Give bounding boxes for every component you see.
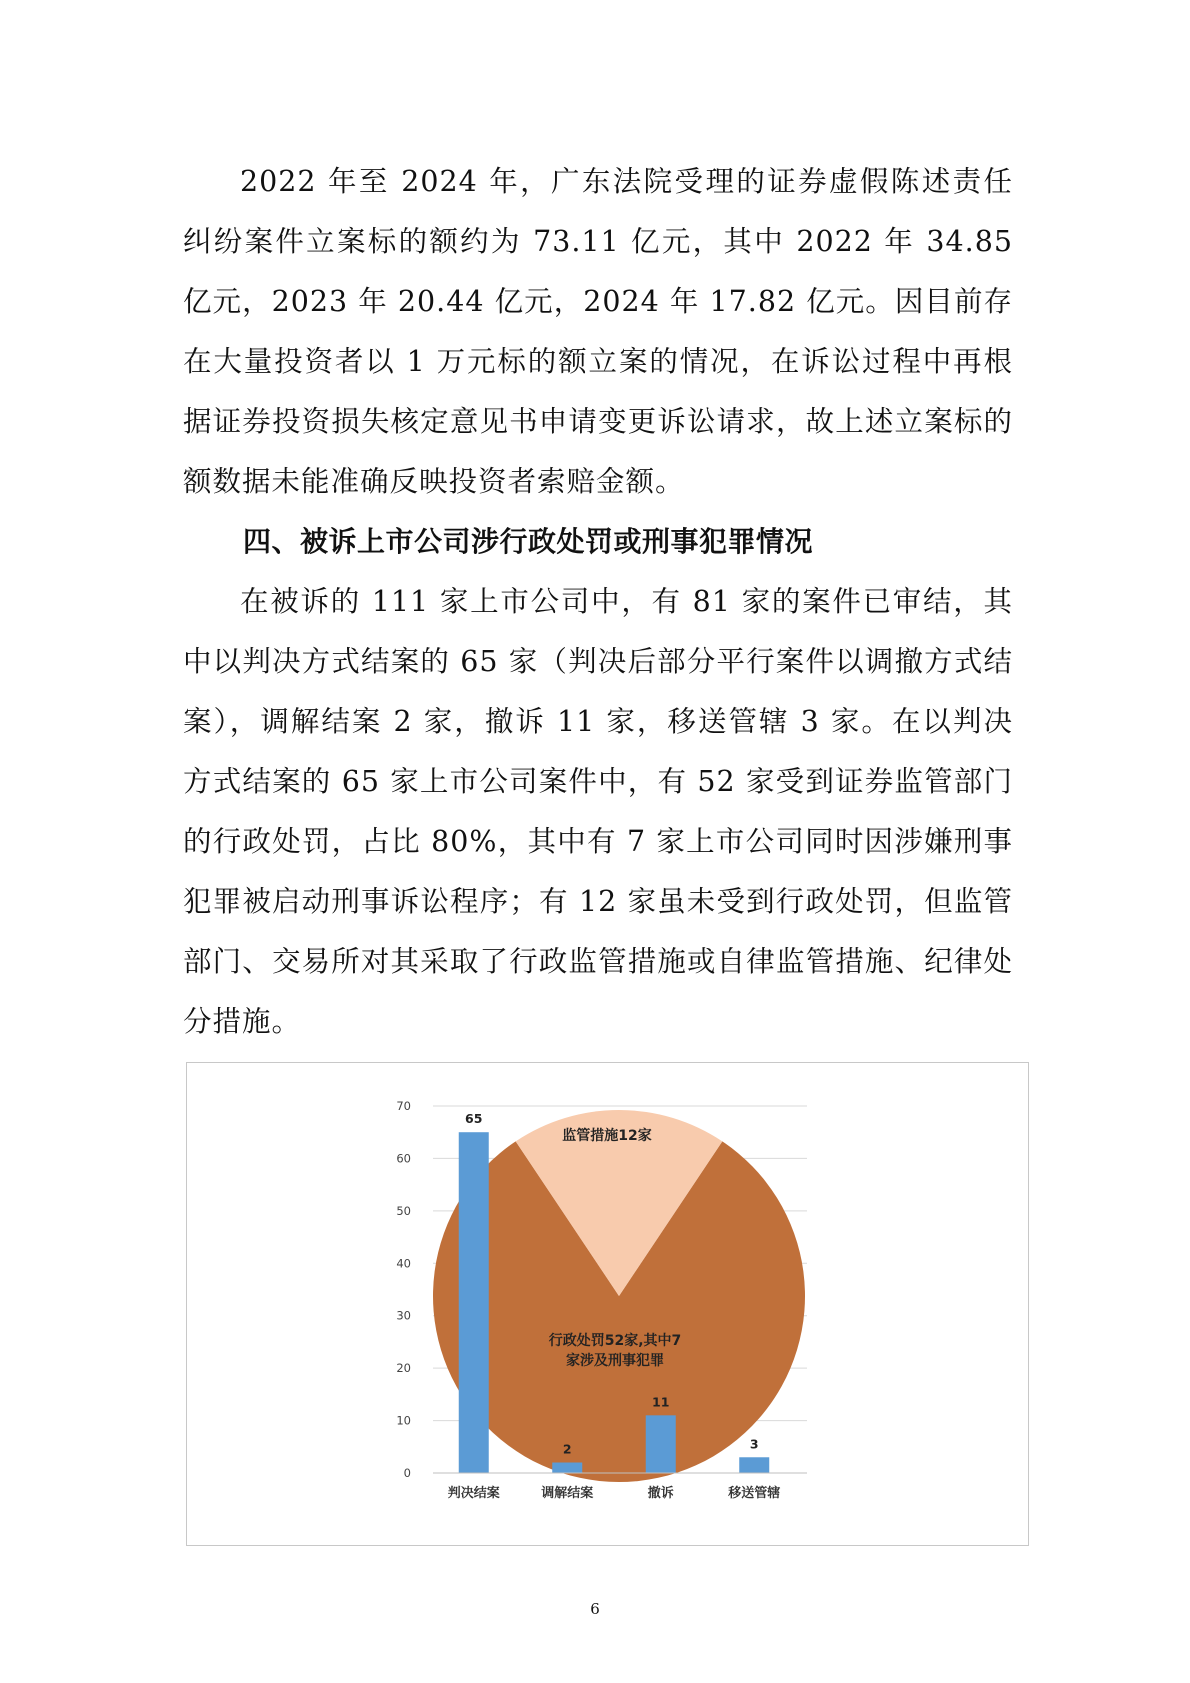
y-tick-label: 10 — [396, 1413, 411, 1428]
y-tick-label: 40 — [396, 1256, 411, 1271]
pie-label-supervisory: 监管措施12家 — [562, 1128, 652, 1144]
y-tick-label: 50 — [396, 1203, 411, 1218]
bar — [459, 1132, 489, 1473]
chart-frame — [186, 1062, 1029, 1546]
x-category-label: 判决结案 — [447, 1486, 500, 1501]
combined-bar-pie-chart — [187, 1063, 1030, 1547]
y-tick-label: 20 — [396, 1361, 411, 1376]
y-tick-label: 70 — [396, 1099, 411, 1113]
y-tick-label: 30 — [396, 1308, 411, 1323]
bar — [739, 1457, 769, 1473]
y-tick-label: 60 — [396, 1151, 411, 1166]
bar-data-label: 3 — [749, 1436, 759, 1452]
y-tick-label: 0 — [403, 1466, 411, 1480]
paragraph-penalty-cases: 在被诉的 111 家上市公司中，有 81 家的案件已审结，其中以判决方式结案的 65 家（判决后部分平行案件以调撤方式结案），调解结案 2 家，撤诉 11 家，移送管辖 3 家。在以判决方式结案的 65 家上市公司案件中，有 52 家受到证券监管部门的行政处罚，占比 80%，其中有 7 家上市公司同时因涉嫌刑事犯罪被启动刑事诉讼程序；有 12 家虽未受到行政处罚，但监管部门、交易所对其采取了行政监管措施或自律监管措施、纪律处分措施。 — [183, 585, 1013, 1038]
pie-label-penalty: 行政处罚52家,其中7 — [548, 1333, 682, 1349]
bar-data-label: 65 — [465, 1111, 483, 1127]
pie-label-penalty: 家涉及刑事犯罪 — [566, 1353, 664, 1369]
bar — [552, 1463, 582, 1473]
bar-data-label: 2 — [562, 1441, 572, 1457]
section-heading: 四、被诉上市公司涉行政处罚或刑事犯罪情况 — [243, 525, 814, 558]
x-category-label: 撤诉 — [647, 1486, 674, 1501]
x-category-label: 移送管辖 — [728, 1486, 781, 1501]
x-category-label: 调解结案 — [541, 1486, 594, 1501]
paragraph-filing-amounts: 2022 年至 2024 年，广东法院受理的证券虚假陈述责任纠纷案件立案标的额约为 73.11 亿元，其中 2022 年 34.85 亿元，2023 年 20.44 亿元，2024 年 17.82 亿元。因目前存在大量投资者以 1 万元标的额立案的情况，在诉讼过程中再根据证券投资损失核定意见书申请变更诉讼请求，故上述立案标的额数据未能准确反映投资者索赔金额。 — [183, 165, 1013, 498]
bar — [646, 1415, 676, 1473]
bar-data-label: 11 — [652, 1394, 670, 1410]
page-number: 6 — [590, 1600, 600, 1618]
